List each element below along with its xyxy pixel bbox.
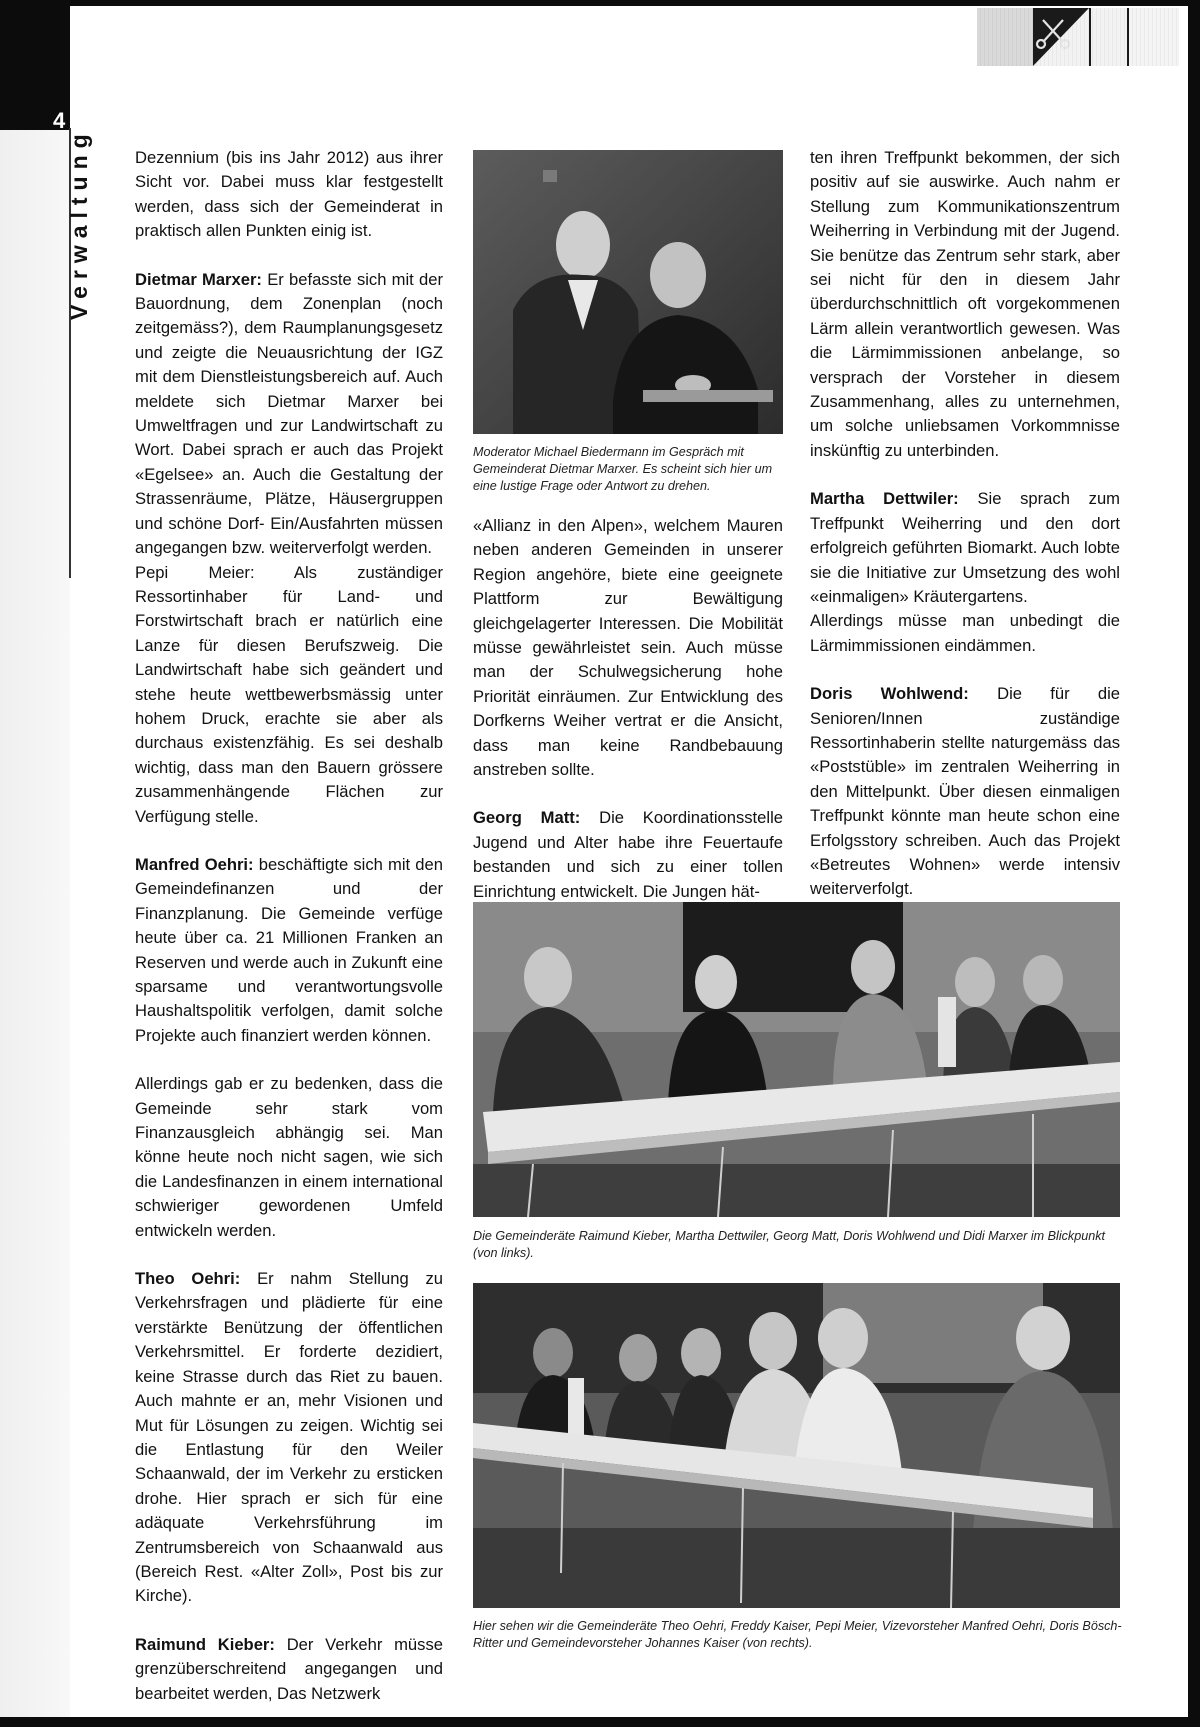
paragraph: ten ihren Treffpunkt bekommen, der sich positiv auf sie auswirke. Auch nahm er Stellung zum Kommunikationszentrum Weiherring in Verbindung mit der Jugend. Sie benütze das Zentrum sehr stark, aber sei nicht für den in diesem Jahr überdurchschnittlich oft vorgekommenen Lärm allein verantwortlich gewesen. Was die Lärmimmissionen anbelange, so versprach der Vorsteher in diesem Zusammenhang, alles zu unternehmen, um solche unliebsamen Vorkommnisse inskünftig zu unterbinden. <box>810 148 1120 460</box>
page-frame-left-margin <box>0 130 70 1727</box>
paragraph-raimund-kieber <box>135 1633 443 1706</box>
photo-moderator <box>473 150 783 434</box>
photo-caption-1: Moderator Michael Biedermann im Gespräch mit Gemeinderat Dietmar Marxer. Es scheint sich hier um eine lustige Frage oder Antwort zu drehen. <box>473 445 773 493</box>
paragraph-text: Er nahm Stellung zu Verkehrsfragen und plädierte für eine verstärkte Benützung der öffentlichen Verkehrsmittel. Er forderte dezidiert, keine Strasse durch das Riet zu bauen. Auch mahnte er an, mehr Visionen und Mut für Lösungen zu zeigen. Wichtig sei die Entlastung für den Weiler Schaanwald, der im Verkehr zu ersticken drohe. Hier sprach er sich für eine adäquate Verkehrsführung im Zentrumsbereich von Schaanwald aus (Bereich Rest. «Alter Zoll», Post bis zur Kirche). <box>135 1269 443 1606</box>
paragraph: Allerdings gab er zu bedenken, dass die Gemeinde sehr stark vom Finanzausgleich abhängig sei. Man könne heute noch nicht sagen, wie sich die Landesfinanzen in einem international schwieriger gewordenen Umfeld entwickeln werden. <box>135 1074 443 1240</box>
speaker-name: Manfred Oehri: <box>135 854 254 874</box>
speaker-name: Dietmar Marxer: <box>135 269 262 289</box>
speaker-name: Raimund Kieber: <box>135 1634 275 1654</box>
paragraph: Allerdings müsse man unbedingt die Lärmimmissionen eindämmen. <box>810 611 1120 655</box>
corner-decoration <box>977 8 1179 66</box>
paragraph: Dezennium (bis ins Jahr 2012) aus ihrer Sicht vor. Dabei muss klar festgestellt werden, dass sich der Gemeinderat in praktisch allen Punkten einig ist. <box>135 148 443 241</box>
paragraph-text: Die für die Senioren/Innen zuständige Ressortinhaberin stellte naturgemäss das «Poststüble» im zentralen Weiherring in den Mittelpunkt. Über diesen einmaligen Treffpunkt könnte man heute schon eine Erfolgsstory schreiben. Auch das Projekt «Betreutes Wohnen» werde intensiv weiterverfolgt. <box>810 684 1120 899</box>
paragraph-text: Sie sprach zum Treffpunkt Weiherring und den dort erfolgreich geführten Biomarkt. Auch lobte sie die Initiative zur Umsetzung des wohl «einmaligen» Kräutergartens. <box>810 489 1120 606</box>
speaker-name: Doris Wohlwend: <box>810 684 969 704</box>
section-label: Verwaltung <box>66 127 92 320</box>
speaker-name: Theo Oehri: <box>135 1269 241 1289</box>
speaker-name: Martha Dettwiler: <box>810 489 959 509</box>
photo-caption-3: Hier sehen wir die Gemeinderäte Theo Oehri, Freddy Kaiser, Pepi Meier, Vizevorsteher Manfred Oehri, Doris Bösch-Ritter und Gemeindevorsteher Johannes Kaiser (von rechts). <box>473 1619 1122 1650</box>
photo-caption-2: Die Gemeinderäte Raimund Kieber, Martha Dettwiler, Georg Matt, Doris Wohlwend und Didi Marxer im Blickpunkt (von links). <box>473 1229 1106 1260</box>
paragraph-theo-oehri <box>135 1267 443 1609</box>
page-frame-top <box>0 0 1200 6</box>
paragraph-georg-matt <box>473 806 783 904</box>
paragraph: «Allianz in den Alpen», welchem Mauren neben anderen Gemeinden in unserer Region angehöre, biete eine geeignete Plattform zur Bewältigung gleichgelagerter Interessen. Die Mobilität müsse gewährleistet sein. Auch müsse man der Schulwegsicherung hohe Priorität einräumen. Zur Entwicklung des Dorfkerns Weiher vertrat er die Ansicht, dass man keine Randbebauung anstreben sollte. <box>473 516 783 780</box>
page-frame-bottom <box>0 1717 1200 1727</box>
paragraph-text: Er befasste sich mit der Bauordnung, dem Zonenplan (noch zeitgemäss?), dem Raumplanungsgesetz und zeigte die Neuausrichtung der IGZ mit dem Dienstleistungsbereich auf. Auch meldete sich Dietmar Marxer bei Umweltfragen und zur Landwirtschaft zu Wort. Dabei sprach er auch das Projekt «Egelsee» an. Auch die Gestaltung der Strassenräume, Plätze, Häusergruppen und schöne Dorf- Ein/Ausfahrten müssen angegangen bzw. weiterverfolgt werden. <box>135 269 443 558</box>
speaker-name: Georg Matt: <box>473 808 581 828</box>
page-frame-right <box>1188 0 1200 1727</box>
text-column-3 <box>810 146 1120 902</box>
paragraph-text: beschäftigte sich mit den Gemeindefinanzen und der Finanzplanung. Die Gemeinde verfüge heute über ca. 21 Millionen Franken an Reserven und werde auch in Zukunft eine sparsame und verantwortungsvolle Haushaltspolitik verfolgen, damit solche Projekte auch finanziert werden können. <box>135 854 443 1045</box>
paragraph-pepi-meier: Pepi Meier: Als zuständiger Ressortinhaber für Land- und Forstwirtschaft brach er natürlich eine Lanze für diesen Berufszweig. Die Landwirtschaft habe sich geändert und stehe heute wettbewerbsmässig unter hohem Druck, erachte sie aber als durchaus existenzfähig. Es sei deshalb wichtig, dass man den Bauern grössere zusammenhängende Flächen zur Verfügung stelle. <box>135 562 443 826</box>
paragraph-dietmar-marxer <box>135 268 443 561</box>
photo-gemeinderaete-audience <box>473 1283 1120 1608</box>
paragraph-text: Die Koordinationsstelle Jugend und Alter habe ihre Feuertaufe bestanden und sich zu einer tollen Einrichtung entwickelt. Die Jungen hät- <box>473 808 783 901</box>
paragraph-doris-wohlwend <box>810 682 1120 902</box>
paragraph-text: Der Verkehr müsse grenzüberschreitend angegangen und bearbeitet werden, Das Netzwerk <box>135 1634 443 1703</box>
text-column-2 <box>473 514 783 904</box>
text-column-1 <box>135 146 443 1706</box>
page-number: 4 <box>53 108 66 133</box>
photo-gemeinderaete-panel <box>473 902 1120 1217</box>
paragraph-martha-dettwiler <box>810 487 1120 609</box>
paragraph-manfred-oehri <box>135 853 443 1048</box>
